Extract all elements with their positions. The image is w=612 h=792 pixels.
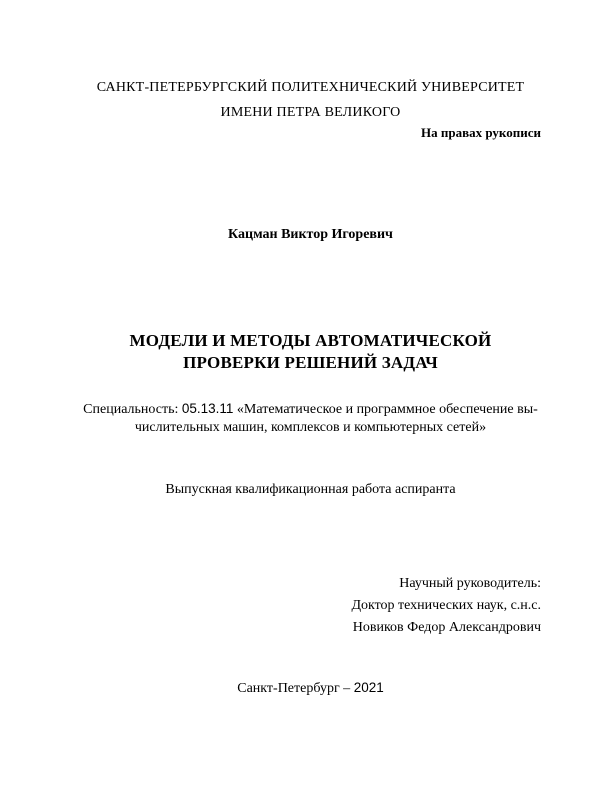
work-type-statement: Выпускная квалификационная работа аспиранта xyxy=(165,482,456,497)
supervisor-degree: Доктор технических наук, с.н.с. xyxy=(351,598,541,613)
university-name-line1: САНКТ-ПЕТЕРБУРГСКИЙ ПОЛИТЕХНИЧЕСКИЙ УНИВЕРСИТЕТ xyxy=(96,80,525,95)
supervisor-name: Новиков Федор Александрович xyxy=(352,620,541,635)
thesis-title-line2: ПРОВЕРКИ РЕШЕНИЙ ЗАДАЧ xyxy=(183,353,438,372)
city-label: Санкт-Петербург – xyxy=(237,681,354,696)
supervisor-block xyxy=(80,573,541,639)
specialty-label: Специальность: xyxy=(83,402,182,417)
specialty-line1 xyxy=(80,400,541,419)
author-name: Кацман Виктор Игоревич xyxy=(228,227,393,242)
manuscript-rights-note: На правах рукописи xyxy=(421,125,541,140)
specialty-code: 05.13.11 xyxy=(181,401,234,416)
university-header xyxy=(80,75,541,125)
specialty-statement xyxy=(80,400,541,437)
university-name-line2: ИМЕНИ ПЕТРА ВЕЛИКОГО xyxy=(220,105,401,120)
thesis-title-line1: МОДЕЛИ И МЕТОДЫ АВТОМАТИЧЕСКОЙ xyxy=(129,331,492,350)
supervisor-label: Научный руководитель: xyxy=(399,576,541,591)
specialty-line1-rest: «Математическое и программное обеспечение вы- xyxy=(233,402,538,417)
specialty-line2: числительных машин, комплексов и компьютерных сетей» xyxy=(134,420,487,435)
thesis-title xyxy=(80,330,541,374)
city-year-line xyxy=(80,679,541,697)
year-label: 2021 xyxy=(353,680,384,695)
